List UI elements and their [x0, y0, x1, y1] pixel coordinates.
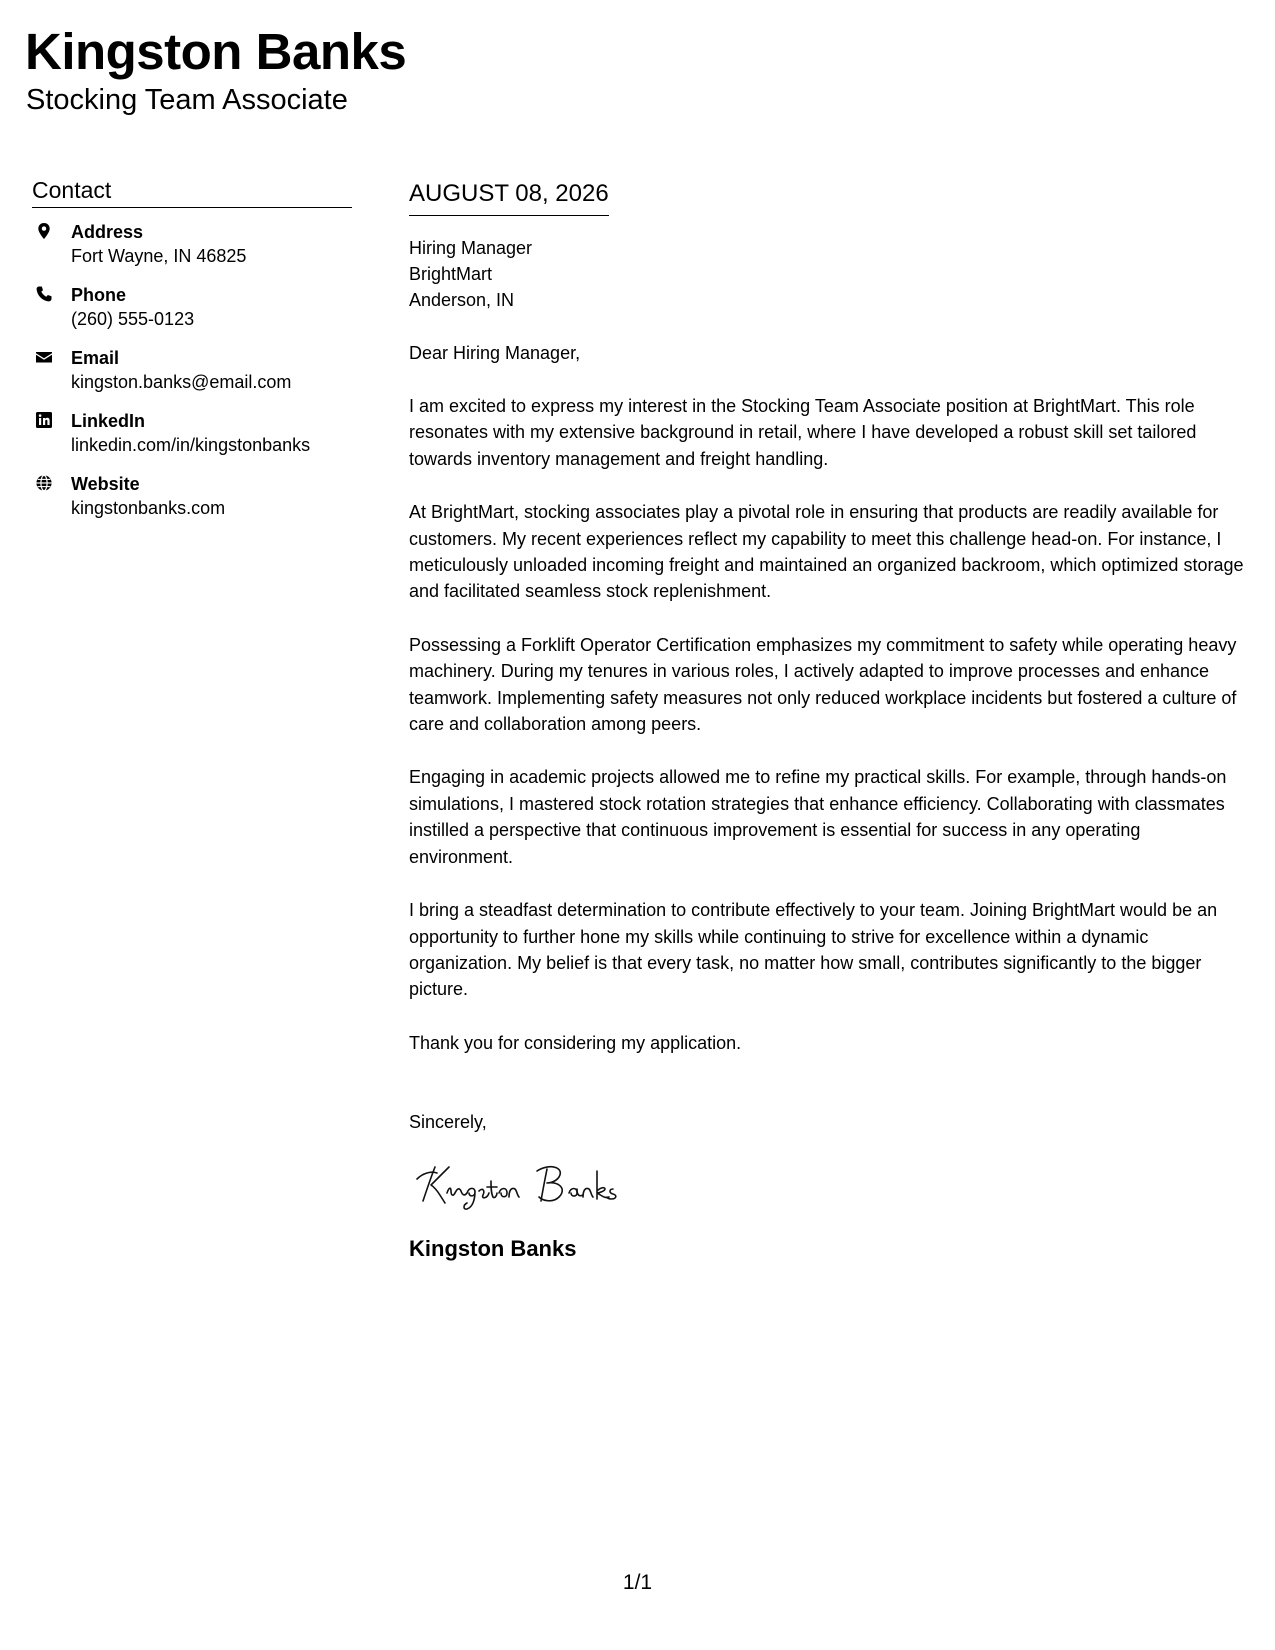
contact-item-website	[32, 472, 352, 535]
letter-paragraph: Engaging in academic projects allowed me to refine my practical skills. For example, through hands-on simulations, I mastered stock rotation strategies that enhance efficiency. Collaborating with classmates instilled a perspective that continuous improvement is essential for success in any operating environment.	[409, 767, 1227, 867]
letter-body	[409, 178, 1249, 1263]
recipient-company: BrightMart	[409, 264, 493, 284]
contact-value-email: kingston.banks@email.com	[71, 372, 292, 392]
recipient-location: Anderson, IN	[409, 290, 515, 310]
contact-item-linkedin	[32, 409, 352, 472]
page-number: 1/1	[622, 1571, 653, 1594]
linkedin-icon	[35, 411, 53, 429]
letter-paragraph: I am excited to express my interest in the Stocking Team Associate position at BrightMart. This role resonates with my extensive background in retail, where I have developed a robust skill set tailored towards inventory management and freight handling.	[409, 396, 1197, 469]
letter-paragraph: Possessing a Forklift Operator Certification emphasizes my commitment to safety while operating heavy machinery. During my tenures in various roles, I actively adapted to improve processes and enhance teamwork. Implementing safety measures not only reduced workplace incidents but fostered a culture of care and collaboration among peers.	[409, 634, 1237, 735]
letter-paragraph: Thank you for considering my application.	[409, 1032, 742, 1053]
phone-icon	[35, 285, 53, 303]
map-pin-icon	[35, 222, 53, 240]
applicant-title: Stocking Team Associate	[26, 84, 348, 116]
letter-date: AUGUST 08, 2026	[409, 178, 609, 216]
contact-label-email: Email	[71, 348, 120, 368]
contact-sidebar	[32, 176, 352, 535]
contact-value-linkedin: linkedin.com/in/kingstonbanks	[71, 435, 311, 455]
closing: Sincerely,	[409, 1112, 487, 1133]
contact-label-linkedin: LinkedIn	[71, 411, 146, 431]
contact-value-address: Fort Wayne, IN 46825	[71, 246, 247, 266]
applicant-name: Kingston Banks	[25, 23, 407, 80]
contact-item-phone	[32, 283, 352, 346]
letter-paragraph: At BrightMart, stocking associates play a pivotal role in ensuring that products are readily available for customers. My recent experiences reflect my capability to meet this challenge head-on. For instance, I meticulously unloaded incoming freight and maintained an organized backroom, which optimized storage and facilitated seamless stock replenishment.	[409, 502, 1244, 602]
contact-value-phone: (260) 555-0123	[71, 309, 195, 329]
globe-icon	[35, 474, 53, 492]
contact-label-phone: Phone	[71, 285, 127, 305]
contact-item-email	[32, 346, 352, 409]
contact-value-website: kingstonbanks.com	[71, 498, 226, 518]
contact-label-address: Address	[71, 222, 144, 242]
letter-paragraph: I bring a steadfast determination to contribute effectively to your team. Joining BrightMart would be an opportunity to further hone my skills while continuing to strive for excellence within a dynamic organization. My belief is that every task, no matter how small, contributes significantly to the bigger picture.	[409, 900, 1218, 1000]
handwritten-signature	[409, 1157, 669, 1217]
contact-heading: Contact	[32, 176, 352, 208]
contact-label-website: Website	[71, 474, 140, 494]
contact-item-address	[32, 220, 352, 283]
envelope-icon	[35, 348, 53, 366]
recipient-name: Hiring Manager	[409, 238, 533, 258]
signer-name: Kingston Banks	[409, 1236, 577, 1262]
salutation: Dear Hiring Manager,	[409, 343, 581, 363]
recipient-block	[409, 235, 1249, 313]
